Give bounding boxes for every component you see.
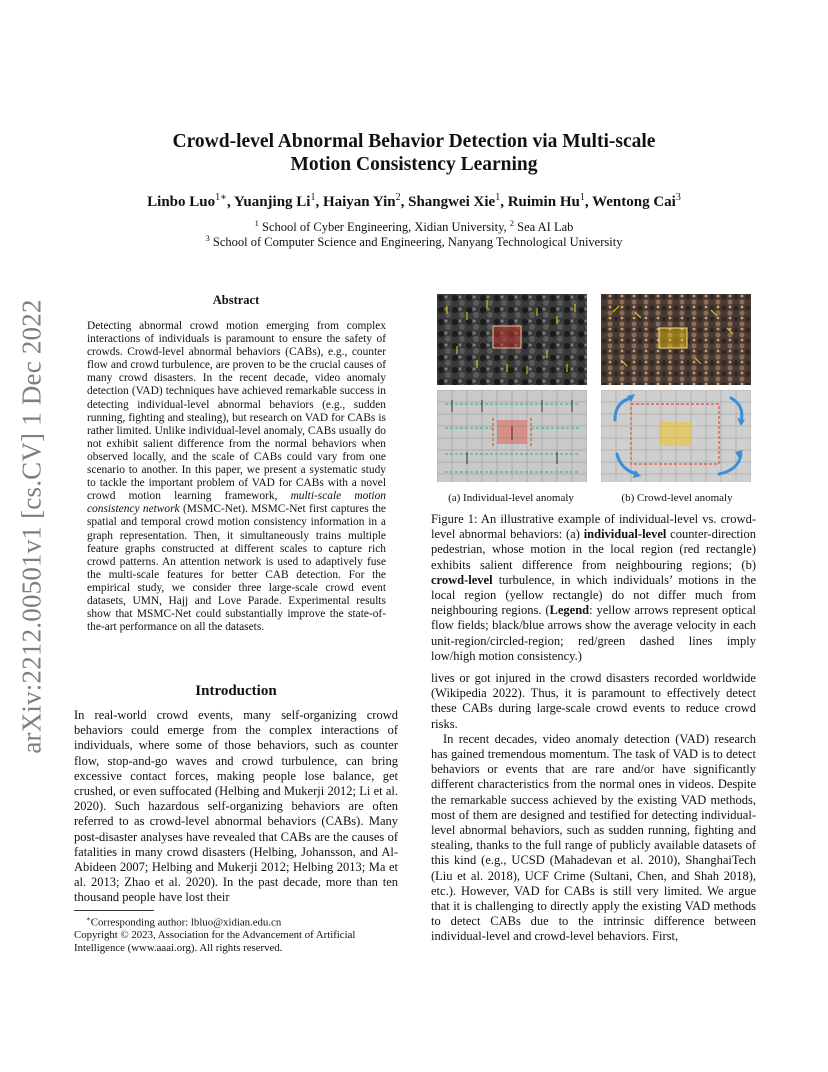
title-line-1: Crowd-level Abnormal Behavior Detection via Multi-scale — [172, 131, 656, 152]
abstract-body: Detecting abnormal crowd motion emerging from complex interactions of individuals is paramount to ensure the safety of crowds. Crowd-level abnormal behaviors (CABs), e.g., counter flow and crowd turbulence, are proven to be the crucial causes of many crowd disasters. In the recent decade, video anomaly detection (VAD) techniques have achieved remarkable success in detecting individual-level abnormal behaviors (e.g., sudden running, fighting and stealing), but research on VAD for CABs is rather limited. Unlike individual-level anomaly, CABs usually do not exhibit salient difference from the normal behaviors when observed locally, and the scale of CABs could vary from one scenario to another. In this paper, we present a systematic study to tackle the important problem of VAD for CABs with a novel crowd motion learning framework, multi-scale motion consistency network (MSMC-Net). MSMC-Net first captures the spatial and temporal crowd motion consistency information in a graph representation. Then, it simultaneously trains multiple feature graphs constructed at different scales to capture rich crowd patterns. An attention network is used to adaptively fuse the multi-scale features for better CAB detection. For the empirical study, we consider three large-scale crowd event datasets, UMN, Hajj and Love Parade. Experimental results show that MSMC-Net could substantially improve the state-of-the-art performance on all the datasets. — [87, 320, 386, 634]
footnote — [74, 913, 398, 954]
affiliation-line-2: $^3$ School of Computer Science and Engineering, Nanyang Technological University — [205, 233, 623, 250]
footnote-copyright: Copyright © 2023, Association for the Advancement of Artificial Intelligence (www.aaai.org). All rights reserved. — [74, 929, 356, 954]
figure-caption: Figure 1: An illustrative example of individual-level vs. crowd-level abnormal behaviors: (a) individual-level counter-direction pedestrian, whose motion in the local region (red rectangle) exhibits salient difference from neighbouring regions; (b) crowd-level turbulence, in which individuals’ motions in the local region (yellow rectangle) do not differ much from neighbouring regions. (Legend: yellow arrows represent optical flow fields; black/blue arrows show the average velocity in each unit-region/circled-region; red/green dashed lines imply low/high motion consistency.) — [431, 512, 756, 663]
footnote-corresponding: ∗Corresponding author: lbluo@xidian.edu.cn — [86, 915, 282, 929]
author: Wentong Cai$^3$ — [592, 192, 681, 210]
paper-title — [90, 130, 738, 176]
figure-subcaption-b: (b) Crowd-level anomaly — [621, 492, 733, 504]
footnote-rule — [74, 910, 154, 911]
paragraph: lives or got injured in the crowd disasters recorded worldwide (Wikipedia 2022). Thus, it is paramount to effectively detect these CABs during large-scale crowd events to reduce crowd risks. — [431, 671, 756, 731]
figure-1b-image — [601, 294, 751, 482]
arxiv-stamp — [2, 291, 62, 761]
title-line-2: Motion Consistency Learning — [290, 154, 538, 175]
abstract-heading: Abstract — [212, 293, 260, 307]
author-list: Linbo Luo$^{1∗}$, Yuanjing Li$^1$, Haiyan Yin$^2$, Shangwei Xie$^1$, Ruimin Hu$^1$, Wentong Cai$^3$ — [147, 192, 681, 210]
intro-heading: Introduction — [195, 683, 277, 699]
arxiv-id: arXiv:2212.00501v1 [cs.CV] 1 Dec 2022 — [16, 298, 47, 754]
author: Ruimin Hu$^1$ — [507, 192, 585, 210]
author: Linbo Luo$^{1∗}$ — [147, 192, 227, 210]
paragraph: In recent decades, video anomaly detection (VAD) research has gained tremendous momentum. The task of VAD is to detect behaviors or events that are rare and/or have significantly different characteristics from the normal ones in videos. Despite the remarkable success achieved by the existing VAD methods, most of them are designed and testified for detecting individual-level abnormal behaviors, such as sudden running, fighting and stealing, thanks to the full range of publicly available datasets of this kind (e.g., UCSD (Mahadevan et al. 2010), ShanghaiTech (Liu et al. 2018), UCF Crime (Sultani, Chen, and Shah 2018), etc.). However, VAD for CABs is still very limited. We argue that it is challenging to directly apply the existing VAD methods to detect CABs due to the intrinsic difference between individual-level and crowd-level behaviors. First, — [431, 731, 756, 944]
intro-paragraph: In real-world crowd events, many self-organizing crowd behaviors could emerge from the complex interactions of individuals, where some of those behaviors, such as counter flow, stop-and-go waves and crowd turbulence, can bring excessive contact forces, making people lose balance, get crushed, or even suffocated (Helbing and Mukerji 2012; Li et al. 2020). Such hazardous self-organizing behaviors are often referred to as crowd-level abnormal behaviors (CABs). Many post-disaster analyses have revealed that CABs are the causes of fatalities in many crowd disasters (Helbing, Johansson, and Al-Abideen 2007; Helbing and Mukerji 2012; Helbing 2013; Ma et al. 2013; Zhao et al. 2020). In the past decade, more than ten thousand people have lost their — [74, 708, 398, 905]
author: Yuanjing Li$^1$ — [233, 192, 316, 210]
affiliation-line-1: $^1$ School of Cyber Engineering, Xidian University, $^2$ Sea AI Lab — [254, 218, 574, 235]
right-column-body — [431, 671, 756, 945]
author: Shangwei Xie$^1$ — [408, 192, 501, 210]
figure-1a-image — [437, 294, 587, 482]
figure-subcaption-a: (a) Individual-level anomaly — [448, 492, 574, 504]
author: Haiyan Yin$^2$ — [322, 192, 401, 210]
